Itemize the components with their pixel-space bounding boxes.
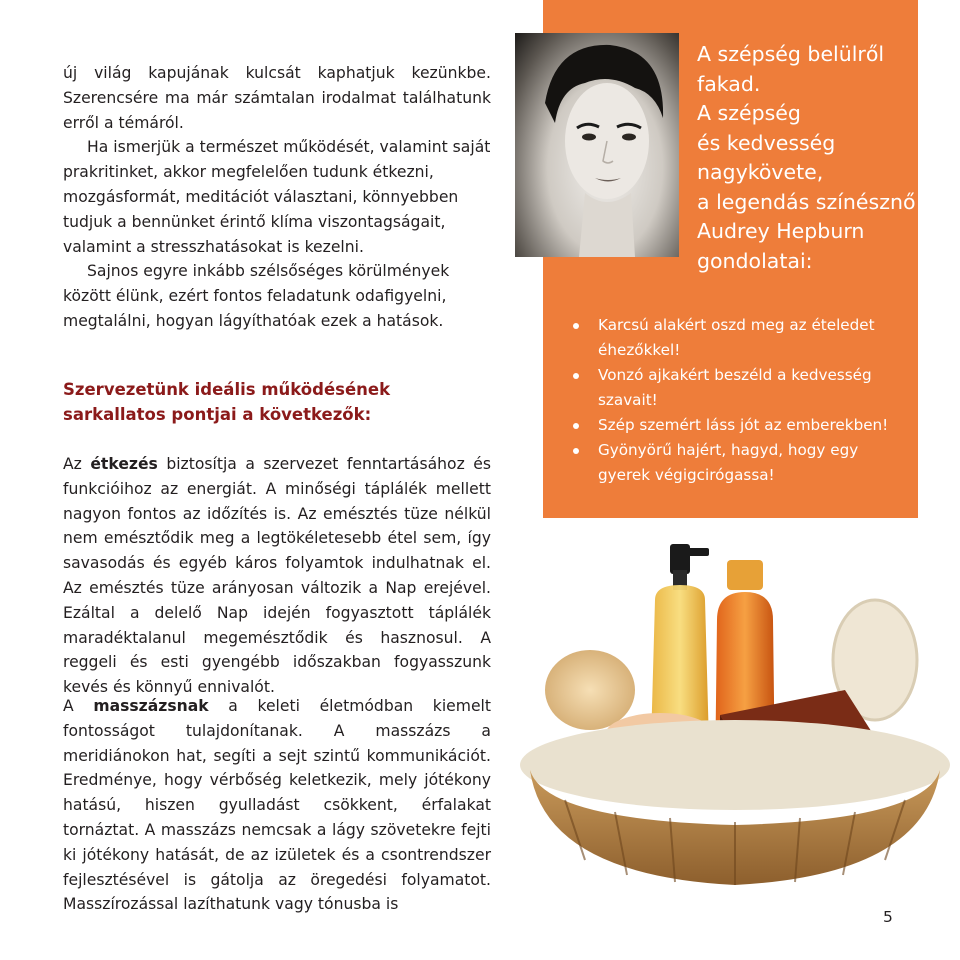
portrait-photo [515,33,679,257]
page-number: 5 [883,908,893,926]
spa-basket-photo [505,530,960,900]
massage-text: a keleti életmódban kiemelt fontosságot tulajdonítanak. A masszázs a meridiánokon hat, segíti a sejt szintű kommunikációt. Eredménye, hogy vérbőség keletkezik, mely jótékony hatású, hiszen gyulladást csökkent, érfalakat tornáztat. A masszázs nemcsak a lágy szövetekre fejti ki jótékony hatását, de az izületek és a csontrendszer fejlesztésével is gátolja az öregedési folyamatot. Masszírozással lazíthatunk vagy tónusba is [63,697,491,914]
section-heading-block [63,378,491,428]
bullet-icon [573,448,579,454]
bullet-icon [573,323,579,329]
quote-heading-line: gondolatai: [697,248,813,273]
quote-item [570,438,915,488]
quote-heading-line: Audrey Hepburn [697,219,865,243]
section-heading: Szervezetünk ideális működésének sarkallatos pontjai a következők: [63,380,391,424]
quote-heading-line: nagykövete, [697,160,824,184]
nutrition-keyword: étkezés [90,455,158,473]
portrait-illustration [515,33,679,257]
quote-text: Karcsú alakért oszd meg az ételedet éhezőkkel! [598,316,875,359]
paragraph-nutrition [63,452,491,700]
spa-basket-illustration [505,530,960,900]
quote-heading-line: A szépség belülről [697,42,885,66]
bullet-icon [573,423,579,429]
massage-block [63,694,491,917]
quote-heading-line: és kedvesség [697,130,836,155]
quote-text: Vonzó ajkakért beszéld a kedvesség szavait! [598,366,872,409]
bullet-icon [573,373,579,379]
paragraph-2: Ha ismerjük a természet működését, valamint saját prakritinket, akkor megfelelően tudunk étkezni, mozgásformát, meditációt választani, könnyebben tudjuk a bennünket érintő klíma viszontagságait, valamint a stresszhatásokat is kezelni. [63,138,491,256]
quote-item [570,413,915,438]
nutrition-block [63,452,491,700]
quote-text: Gyönyörű hajért, hagyd, hogy egy gyerek végigcirógassa! [598,441,859,484]
quote-item [570,363,915,413]
quote-heading-line: A szépség [697,101,801,125]
paragraph-1: új világ kapujának kulcsát kaphatjuk kezünkbe. Szerencsére ma már számtalan irodalmat találhatunk erről a témáról. [63,64,491,132]
intro-block [63,61,491,334]
paragraph-massage [63,694,491,917]
quote-text: Szép szemért láss jót az emberekben! [598,416,889,434]
quote-heading-line: fakad. [697,71,761,96]
quote-list [570,313,915,488]
quote-heading [697,40,916,276]
quote-heading-line: a legendás színésznő [697,189,916,214]
paragraph-3: Sajnos egyre inkább szélsőséges körülmények között élünk, ezért fontos feladatunk odafigyelni, megtalálni, hogyan lágyíthatóak ezek a hatások. [63,262,450,330]
nutrition-text: biztosítja a szervezet fenntartásához és funkcióihoz az energiát. A minőségi táplálék mellett nagyon fontos az időzítés is. Az emésztés tüze nélkül nem emésztődik meg a legtökéletesebb étel sem, így savasodás és egyéb káros folyamtok indulhatnak el. Az emésztés tüze arányosan változik a Nap erejével. Ezáltal a delelő Nap idején fogyasztott táplálék maradéktalanul megemésztődik és hasznosul. A reggeli és esti gyengébb időszakban fogyasszunk kevés és könnyű ennivalót. [63,455,491,697]
massage-keyword: masszázsnak [93,697,209,715]
massage-prefix: A [63,697,74,715]
nutrition-prefix: Az [63,455,82,473]
quote-item [570,313,915,363]
